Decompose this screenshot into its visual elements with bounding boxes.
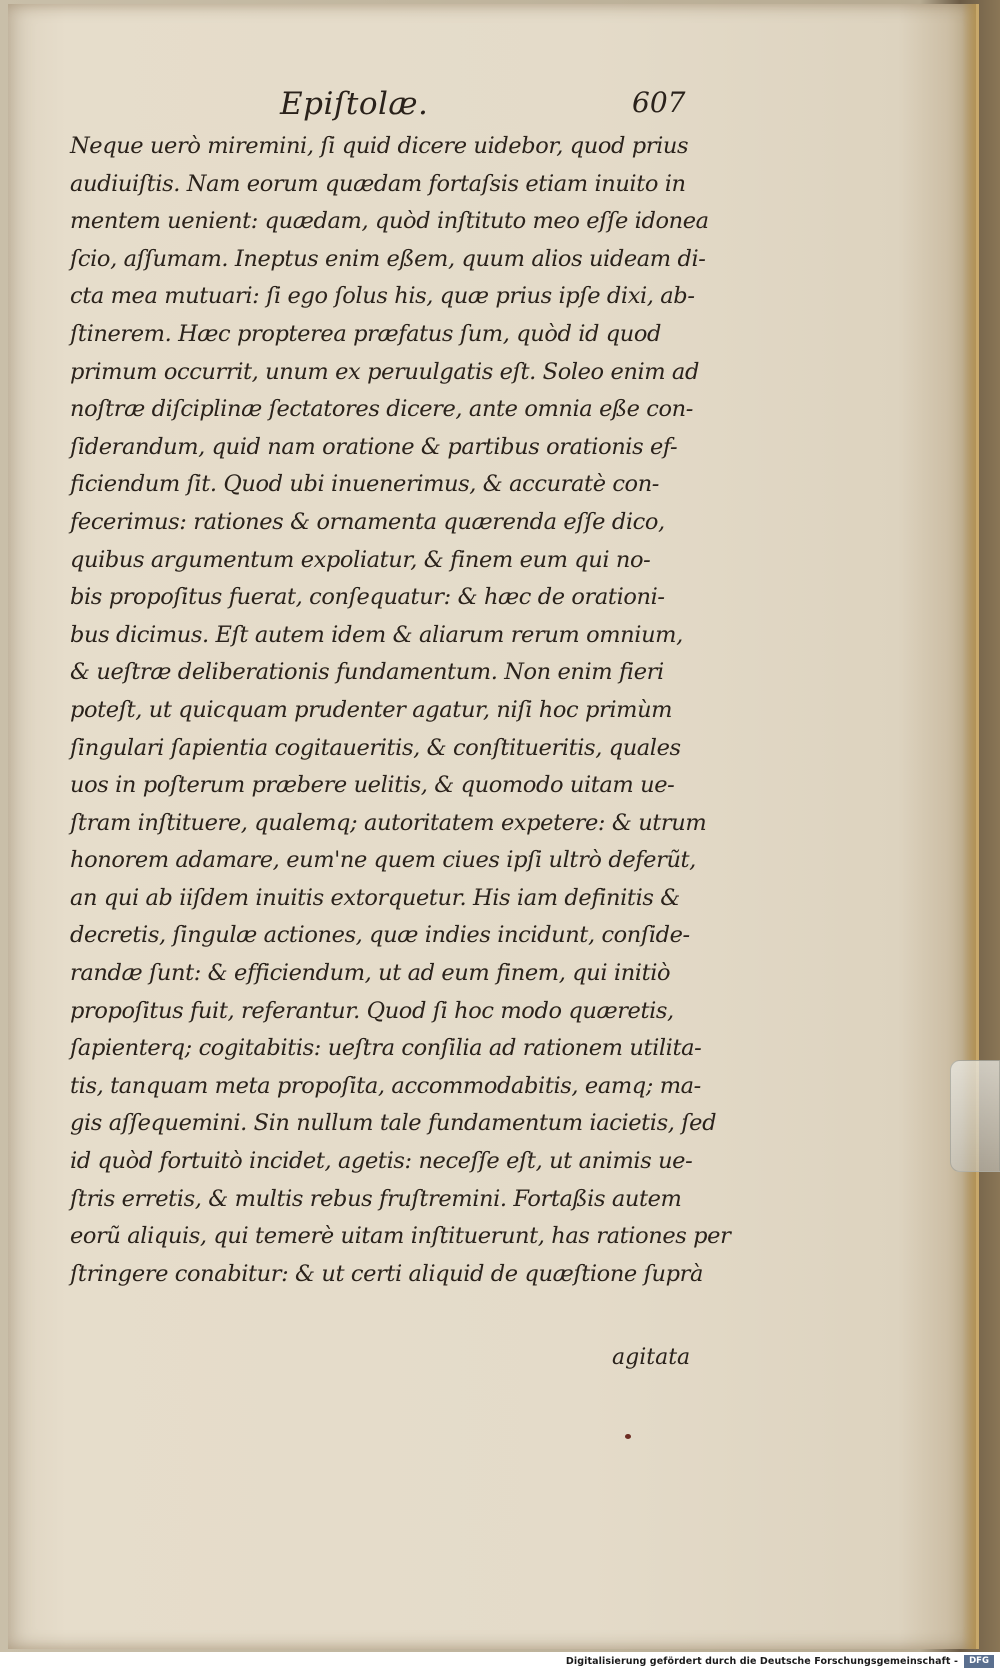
text-line: ſiderandum, quid nam oratione & partibus orationis ef- [70,433,678,460]
text-line: ſtris erretis, & multis rebus fruſtremini. Fortaßis autem [70,1185,682,1212]
text-line: ſtinerem. Hæc propterea præfatus ſum, quòd id quod [70,320,662,347]
text-line: & ueſtræ deliberationis fundamentum. Non enim fieri [70,659,664,686]
text-line: gis aſſequemini. Sin nullum tale fundamentum iacietis, ſed [70,1110,717,1137]
text-line: Neque uerò miremini, ſi quid dicere uidebor, quod prius [70,133,689,159]
text-line: primum occurrit, unum ex peruulgatis eſt. Soleo enim ad [70,358,699,385]
text-line: poteſt, ut quicquam prudenter agatur, niſi hoc primùm [70,696,673,723]
text-line: propoſitus fuit, referantur. Quod ſi hoc modo quæretis, [70,997,674,1024]
text-line: ſtram inſtituere, qualemq; autoritatem expetere: & utrum [70,809,707,836]
text-line: ſapienterq; cogitabitis: ueſtra conſilia ad rationem utilita- [70,1035,702,1062]
text-line: bus dicimus. Eſt autem idem & aliarum rerum omnium, [70,621,683,648]
body-text [70,128,731,1293]
text-line: cta mea mutuari: ſi ego ſolus his, quæ prius ipſe dixi, ab- [70,283,695,310]
dfg-logo: DFG [964,1655,994,1668]
text-line: ficiendum ſit. Quod ubi inuenerimus, & accuratè con- [70,471,659,498]
text-line: eorũ aliquis, qui temerè uitam inſtituerunt, has rationes per [70,1223,731,1250]
text-line: mentem uenient: quædam, quòd inſtituto meo eſſe idonea [70,208,709,235]
text-line: decretis, ſingulæ actiones, quæ indies incidunt, conſide- [70,922,690,949]
funding-credit: Digitalisierung gefördert durch die Deutsche Forschungsgemeinschaft - [565,1656,958,1667]
text-line: audiuiſtis. Nam eorum quædam fortaſsis etiam inuito in [70,170,686,197]
ink-spot [625,1434,631,1439]
catchword: agitata [612,1345,691,1370]
text-line: quibus argumentum expoliatur, & finem eum qui no- [70,546,651,573]
text-line: fecerimus: rationes & ornamenta quærenda eſſe dico, [70,508,665,535]
running-head: Epiſtolæ. [280,86,429,122]
text-line: ſtringere conabitur: & ut certi aliquid de quæſtione ſuprà [70,1260,703,1287]
text-line: randæ ſunt: & efficiendum, ut ad eum finem, qui initiò [70,960,671,987]
text-line: ſcio, aſſumam. Ineptus enim eßem, quum alios uideam di- [70,245,706,272]
text-line: uos in poſterum præbere uelitis, & quomodo uitam ue- [70,772,675,799]
text-line: honorem adamare, eum'ne quem ciues ipſi ultrò deferũt, [70,847,696,874]
text-line: an qui ab iiſdem inuitis extorquetur. His iam definitis & [70,884,680,911]
text-line: id quòd fortuitò incidet, agetis: neceſſe eſt, ut animis ue- [70,1148,693,1175]
page-number: 607 [632,86,686,119]
text-line: ſingulari ſapientia cogitaueritis, & conſtitueritis, quales [70,734,681,761]
page-marker-tab [950,1060,1000,1172]
text-line: bis propoſitus fuerat, conſequatur: & hæc de orationi- [70,584,665,611]
text-line: tis, tanquam meta propoſita, accommodabitis, eamq; ma- [70,1072,701,1099]
text-line: noſtræ diſciplinæ ſectatores dicere, ante omnia eße con- [70,396,693,423]
